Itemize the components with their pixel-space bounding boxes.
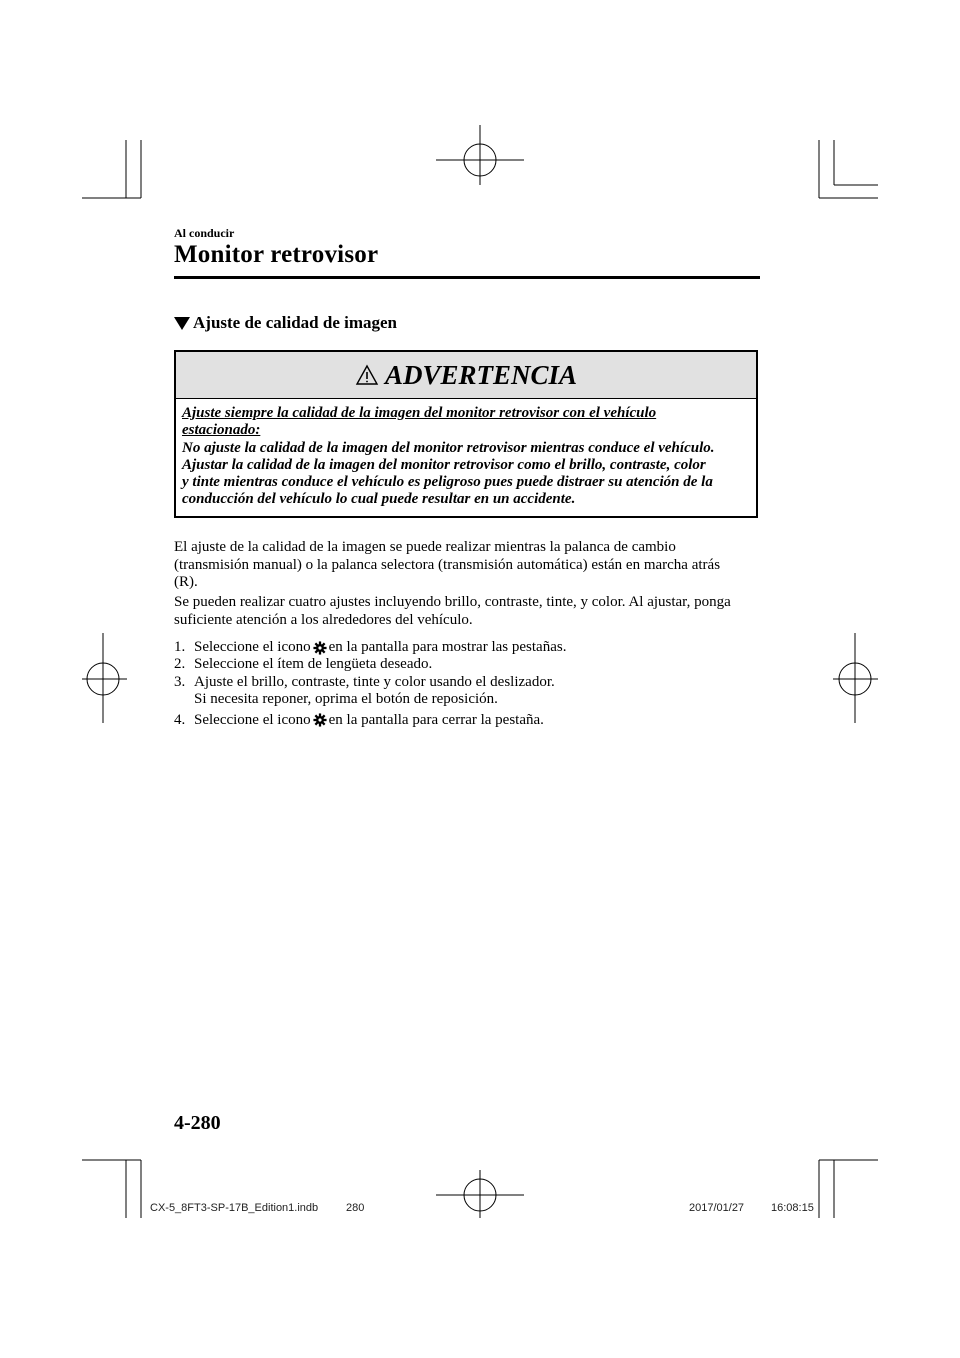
- warning-text-line: y tinte mientras conduce el vehículo es peligroso pues puede distraer su atención de la: [182, 474, 713, 491]
- step-item-continuation: [174, 691, 566, 708]
- footer-time: 16:08:15: [771, 1202, 814, 1214]
- step-number: 3.: [174, 673, 186, 690]
- footer-file-page: 280: [346, 1202, 365, 1214]
- intro-paragraph-2: [174, 594, 764, 629]
- title-divider: [174, 276, 760, 279]
- warning-lead-line: Ajuste siempre la calidad de la imagen del monitor retrovisor con el vehículo: [182, 405, 657, 421]
- step-number: 1.: [174, 639, 186, 655]
- step-item: [174, 656, 566, 673]
- paragraph-line: (R).: [174, 574, 198, 591]
- gear-icon: [313, 641, 327, 655]
- step-item: [174, 674, 566, 691]
- step-item: [174, 639, 566, 656]
- step-number: 2.: [174, 656, 186, 673]
- paragraph-line: Se pueden realizar cuatro ajustes incluyendo brillo, contraste, tinte, y color. Al ajustar, ponga: [174, 594, 731, 610]
- warning-text-line: conducción del vehículo lo cual puede resultar en un accidente.: [182, 491, 576, 508]
- paragraph-line: suficiente atención a los alrededores del vehículo.: [174, 611, 473, 628]
- step-text: en la pantalla para mostrar las pestañas.: [328, 639, 567, 655]
- page-number: 4-280: [174, 1112, 221, 1134]
- subsection-heading: [174, 313, 397, 333]
- intro-paragraph-1: [174, 539, 764, 592]
- warning-lead-line: estacionado:: [182, 422, 261, 439]
- warning-body: [176, 399, 756, 509]
- steps-list: [174, 639, 566, 729]
- warning-text-line: No ajuste la calidad de la imagen del monitor retrovisor mientras conduce el vehículo.: [182, 439, 715, 456]
- warning-box: [174, 350, 758, 518]
- step-text: en la pantalla para cerrar la pestaña.: [328, 711, 544, 728]
- section-label: Al conducir: [174, 226, 235, 240]
- step-number: 4.: [174, 711, 186, 728]
- step-subtext: Si necesita reponer, oprima el botón de reposición.: [194, 691, 498, 708]
- gear-icon: [313, 713, 327, 727]
- subsection-title: Ajuste de calidad de imagen: [193, 313, 397, 332]
- page-title: Monitor retrovisor: [174, 241, 379, 268]
- warning-text-line: Ajustar la calidad de la imagen del monitor retrovisor como el brillo, contraste, color: [182, 456, 706, 473]
- step-text: Ajuste el brillo, contraste, tinte y color usando el deslizador.: [194, 673, 555, 690]
- footer-file-name: CX-5_8FT3-SP-17B_Edition1.indb: [150, 1202, 319, 1214]
- step-text: Seleccione el icono: [194, 639, 311, 655]
- step-item: [174, 712, 566, 729]
- triangle-down-icon: [174, 317, 190, 330]
- footer-date: 2017/01/27: [689, 1202, 745, 1214]
- warning-triangle-icon: [355, 364, 379, 386]
- paragraph-line: (transmisión manual) o la palanca selectora (transmisión automática) están en marcha atrás: [174, 556, 721, 573]
- step-text: Seleccione el icono: [194, 711, 311, 728]
- paragraph-line: El ajuste de la calidad de la imagen se puede realizar mientras la palanca de cambio: [174, 539, 676, 555]
- warning-title: ADVERTENCIA: [384, 359, 578, 390]
- warning-header: [176, 352, 756, 399]
- step-text: Seleccione el ítem de lengüeta deseado.: [194, 656, 433, 673]
